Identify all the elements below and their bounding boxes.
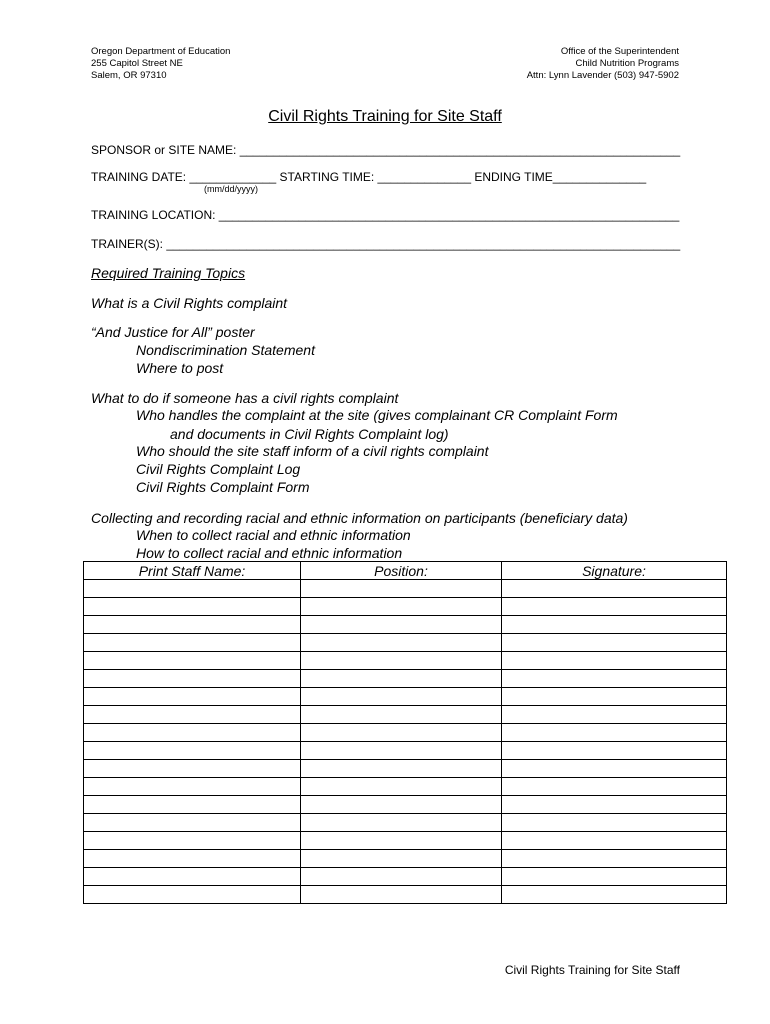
signature-cell[interactable] bbox=[502, 814, 727, 832]
topic-item: Collecting and recording racial and ethnic information on participants (beneficiary data) bbox=[91, 510, 628, 526]
topic-subitem: Who handles the complaint at the site (gives complainant CR Complaint Form bbox=[136, 407, 618, 423]
date-format-hint: (mm/dd/yyyy) bbox=[204, 184, 258, 194]
position-cell[interactable] bbox=[301, 706, 502, 724]
table-row bbox=[84, 616, 727, 634]
table-row bbox=[84, 652, 727, 670]
table-row bbox=[84, 634, 727, 652]
position-cell[interactable] bbox=[301, 580, 502, 598]
position-cell[interactable] bbox=[301, 634, 502, 652]
topic-subitem: Where to post bbox=[136, 360, 224, 376]
topic-item: What to do if someone has a civil rights complaint bbox=[91, 390, 399, 406]
required-topics-heading: Required Training Topics bbox=[91, 265, 246, 281]
position-cell[interactable] bbox=[301, 670, 502, 688]
signature-cell[interactable] bbox=[502, 688, 727, 706]
table-header-row bbox=[84, 562, 727, 580]
staff-name-cell[interactable] bbox=[84, 778, 301, 796]
column-header-staff-name: Print Staff Name: bbox=[84, 562, 301, 580]
position-cell[interactable] bbox=[301, 724, 502, 742]
position-cell[interactable] bbox=[301, 886, 502, 904]
table-row bbox=[84, 814, 727, 832]
header-left-line-3: Salem, OR 97310 bbox=[91, 70, 167, 81]
position-cell[interactable] bbox=[301, 814, 502, 832]
table-row bbox=[84, 742, 727, 760]
staff-table-body bbox=[84, 580, 727, 904]
table-row bbox=[84, 724, 727, 742]
training-location-field[interactable]: TRAINING LOCATION: _____________________________________________________________________ bbox=[91, 208, 680, 222]
staff-name-cell[interactable] bbox=[84, 850, 301, 868]
topic-subitem: and documents in Civil Rights Complaint log) bbox=[170, 426, 449, 442]
table-row bbox=[84, 850, 727, 868]
signature-cell[interactable] bbox=[502, 760, 727, 778]
staff-name-cell[interactable] bbox=[84, 868, 301, 886]
staff-name-cell[interactable] bbox=[84, 688, 301, 706]
signature-cell[interactable] bbox=[502, 868, 727, 886]
position-cell[interactable] bbox=[301, 760, 502, 778]
table-row bbox=[84, 868, 727, 886]
signature-cell[interactable] bbox=[502, 634, 727, 652]
staff-name-cell[interactable] bbox=[84, 814, 301, 832]
signature-cell[interactable] bbox=[502, 706, 727, 724]
topic-subitem: When to collect racial and ethnic information bbox=[136, 527, 411, 543]
position-cell[interactable] bbox=[301, 688, 502, 706]
position-cell[interactable] bbox=[301, 598, 502, 616]
topic-subitem: Nondiscrimination Statement bbox=[136, 342, 315, 358]
staff-signature-table bbox=[83, 561, 727, 904]
topic-item: What is a Civil Rights complaint bbox=[91, 295, 288, 311]
column-header-signature: Signature: bbox=[502, 562, 727, 580]
staff-name-cell[interactable] bbox=[84, 634, 301, 652]
topic-subitem: How to collect racial and ethnic information bbox=[136, 545, 403, 561]
table-row bbox=[84, 706, 727, 724]
position-cell[interactable] bbox=[301, 832, 502, 850]
staff-name-cell[interactable] bbox=[84, 616, 301, 634]
staff-name-cell[interactable] bbox=[84, 580, 301, 598]
staff-name-cell[interactable] bbox=[84, 670, 301, 688]
table-row bbox=[84, 778, 727, 796]
signature-cell[interactable] bbox=[502, 832, 727, 850]
topic-subitem: Who should the site staff inform of a civil rights complaint bbox=[136, 443, 489, 459]
header-right-line-3: Attn: Lynn Lavender (503) 947-5902 bbox=[526, 70, 679, 81]
staff-name-cell[interactable] bbox=[84, 724, 301, 742]
header-right-line-1: Office of the Superintendent bbox=[560, 46, 679, 57]
training-date-time-field[interactable]: TRAINING DATE: _____________ STARTING TIME: ______________ ENDING TIME______________ bbox=[91, 170, 647, 184]
position-cell[interactable] bbox=[301, 796, 502, 814]
position-cell[interactable] bbox=[301, 616, 502, 634]
table-row bbox=[84, 598, 727, 616]
signature-cell[interactable] bbox=[502, 652, 727, 670]
table-row bbox=[84, 886, 727, 904]
signature-cell[interactable] bbox=[502, 598, 727, 616]
sponsor-field[interactable]: SPONSOR or SITE NAME: __________________________________________________________________ bbox=[91, 143, 681, 157]
header-left-line-2: 255 Capitol Street NE bbox=[91, 58, 183, 69]
staff-name-cell[interactable] bbox=[84, 742, 301, 760]
header-contact-block bbox=[527, 46, 679, 82]
signature-cell[interactable] bbox=[502, 670, 727, 688]
staff-name-cell[interactable] bbox=[84, 760, 301, 778]
signature-cell[interactable] bbox=[502, 778, 727, 796]
table-row bbox=[84, 670, 727, 688]
page-footer: Civil Rights Training for Site Staff bbox=[504, 963, 680, 977]
signature-cell[interactable] bbox=[502, 724, 727, 742]
staff-name-cell[interactable] bbox=[84, 886, 301, 904]
topic-subitem: Civil Rights Complaint Form bbox=[136, 479, 310, 495]
topic-item: “And Justice for All” poster bbox=[91, 324, 255, 340]
signature-cell[interactable] bbox=[502, 616, 727, 634]
header-left-line-1: Oregon Department of Education bbox=[91, 46, 231, 57]
staff-name-cell[interactable] bbox=[84, 796, 301, 814]
staff-name-cell[interactable] bbox=[84, 652, 301, 670]
position-cell[interactable] bbox=[301, 742, 502, 760]
trainers-field[interactable]: TRAINER(S): _____________________________________________________________________________ bbox=[91, 237, 681, 251]
header-address-block bbox=[91, 46, 230, 82]
table-row bbox=[84, 796, 727, 814]
document-title: Civil Rights Training for Site Staff bbox=[268, 108, 502, 125]
staff-name-cell[interactable] bbox=[84, 706, 301, 724]
position-cell[interactable] bbox=[301, 778, 502, 796]
position-cell[interactable] bbox=[301, 652, 502, 670]
table-row bbox=[84, 580, 727, 598]
position-cell[interactable] bbox=[301, 868, 502, 886]
position-cell[interactable] bbox=[301, 850, 502, 868]
signature-cell[interactable] bbox=[502, 742, 727, 760]
signature-cell[interactable] bbox=[502, 886, 727, 904]
signature-cell[interactable] bbox=[502, 850, 727, 868]
column-header-position: Position: bbox=[301, 562, 502, 580]
table-row bbox=[84, 688, 727, 706]
signature-cell[interactable] bbox=[502, 796, 727, 814]
topic-subitem: Civil Rights Complaint Log bbox=[136, 461, 301, 477]
table-row bbox=[84, 760, 727, 778]
table-row bbox=[84, 832, 727, 850]
signature-cell[interactable] bbox=[502, 580, 727, 598]
header-right-line-2: Child Nutrition Programs bbox=[575, 58, 679, 69]
staff-name-cell[interactable] bbox=[84, 832, 301, 850]
staff-name-cell[interactable] bbox=[84, 598, 301, 616]
